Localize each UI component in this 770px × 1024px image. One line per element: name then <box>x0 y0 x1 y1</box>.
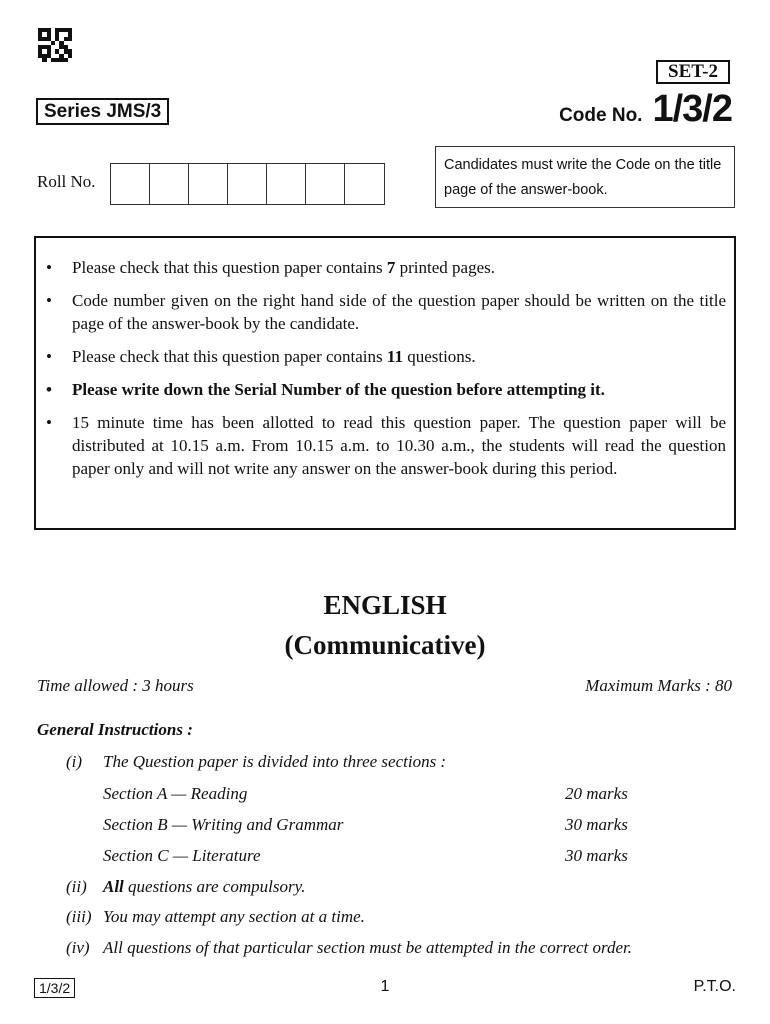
roll-number-box <box>150 164 189 204</box>
set-label: SET-2 <box>656 60 730 84</box>
footer-code: 1/3/2 <box>34 978 75 998</box>
pto-label: P.T.O. <box>693 978 736 995</box>
time-allowed: Time allowed : 3 hours <box>37 676 194 695</box>
instruction-number: (i) <box>66 752 83 771</box>
notice-item: • Code number given on the right hand side of the question paper should be written on the title page of the answer-book by the candidate. <box>44 289 726 335</box>
roll-number-box <box>267 164 306 204</box>
notice-item: • Please write down the Serial Number of the question before attempting it. <box>44 378 726 401</box>
roll-number-box <box>189 164 228 204</box>
code-number <box>559 88 732 131</box>
roll-number-boxes <box>110 163 385 205</box>
section-marks: 30 marks <box>565 815 628 834</box>
instruction-text: All questions are compulsory. <box>103 877 306 896</box>
page-number: 1 <box>380 978 390 995</box>
instruction-text: The Question paper is divided into three sections : <box>103 752 447 771</box>
roll-number-label: Roll No. <box>37 172 96 191</box>
instruction-number: (iii) <box>66 907 92 926</box>
notice-box <box>34 236 736 530</box>
instruction-number: (ii) <box>66 877 87 896</box>
maximum-marks: Maximum Marks : 80 <box>585 676 732 695</box>
general-instructions-heading: General Instructions : <box>37 720 193 739</box>
section-name: Section C — Literature <box>103 846 261 865</box>
section-name: Section A — Reading <box>103 784 248 803</box>
roll-number-box <box>345 164 384 204</box>
section-marks: 20 marks <box>565 784 628 803</box>
instruction-text: You may attempt any section at a time. <box>103 907 365 926</box>
notice-item: • 15 minute time has been allotted to read this question paper. The question paper will be distributed at 10.15 a.m. From 10.15 a.m. to 10.30 a.m., the students will read the question paper only and will not write any answer on the answer-book during this period. <box>44 411 726 480</box>
roll-number-box <box>228 164 267 204</box>
notice-item: • Please check that this question paper contains 11 questions. <box>44 345 726 368</box>
candidates-note: Candidates must write the Code on the title page of the answer-book. <box>435 146 735 208</box>
qr-code-icon <box>38 28 72 62</box>
section-marks: 30 marks <box>565 846 628 865</box>
roll-number-box <box>111 164 150 204</box>
instruction-text: All questions of that particular section must be attempted in the correct order. <box>103 938 632 957</box>
section-name: Section B — Writing and Grammar <box>103 815 344 834</box>
notice-list <box>44 256 726 480</box>
series-label: Series JMS/3 <box>36 98 169 125</box>
notice-item: • Please check that this question paper contains 7 printed pages. <box>44 256 726 279</box>
roll-number-box <box>306 164 345 204</box>
paper-title: ENGLISH <box>323 590 447 620</box>
instruction-number: (iv) <box>66 938 90 957</box>
paper-subtitle: (Communicative) <box>284 630 486 660</box>
code-label: Code No. <box>559 105 643 126</box>
code-value: 1/3/2 <box>652 88 732 130</box>
